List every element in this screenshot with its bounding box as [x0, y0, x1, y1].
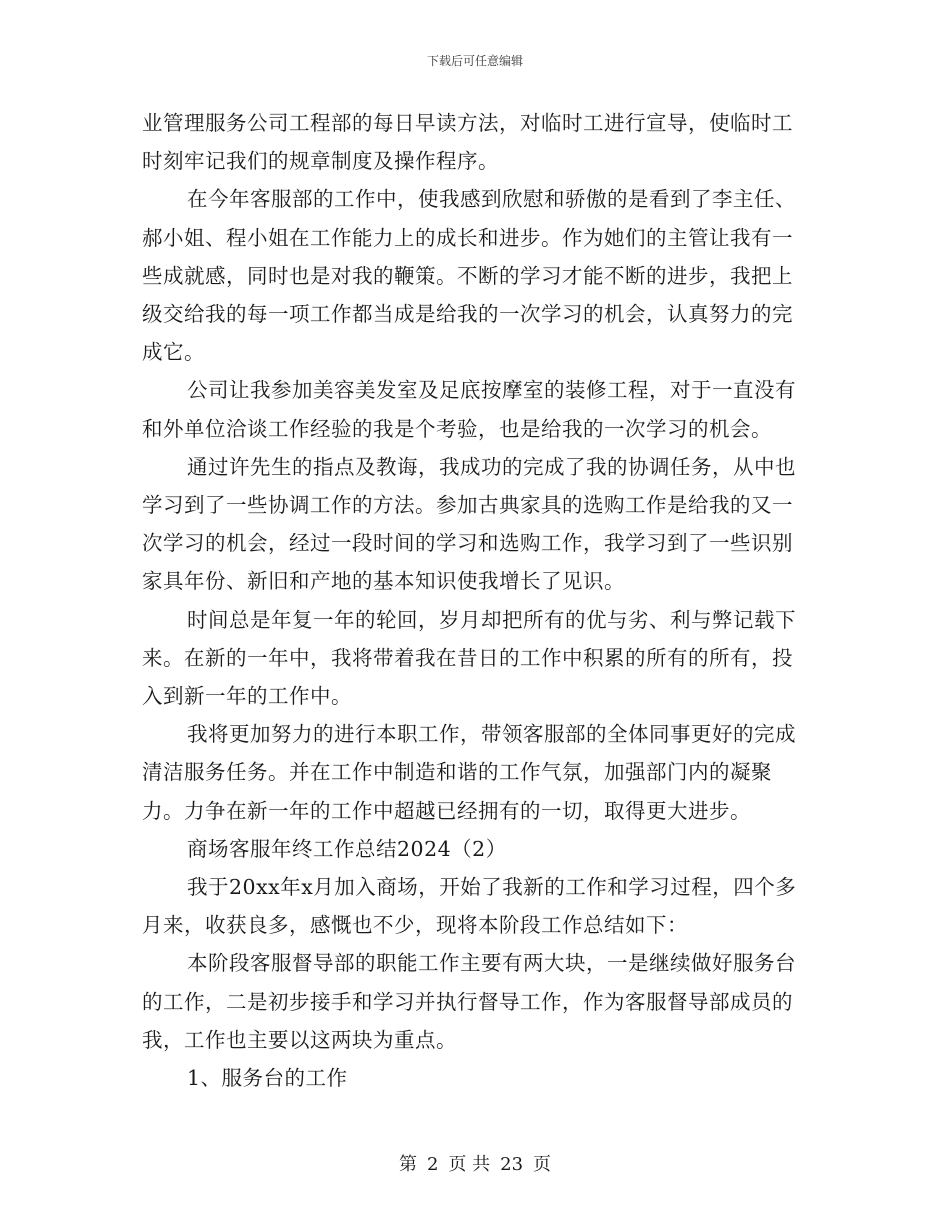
- paragraph: 我于20xx年x月加入商场，开始了我新的工作和学习过程，四个多月来，收获良多，感慨也不少，现将本阶段工作总结如下：: [142, 875, 797, 938]
- paragraph: 通过许先生的指点及教诲，我成功的完成了我的协调任务，从中也学习到了一些协调工作的方法。参加古典家具的选购工作是给我的又一次学习的机会，经过一段时间的学习和选购工作，我学习到了一些识别家具年份、新旧和产地的基本知识使我增长了见识。: [142, 454, 796, 594]
- paragraph: 时间总是年复一年的轮回，岁月却把所有的优与劣、利与弊记载下来。在新的一年中，我将带着我在昔日的工作中积累的所有的所有，投入到新一年的工作中。: [142, 607, 796, 709]
- section-heading: 商场客服年终工作总结2024（2）: [187, 836, 507, 861]
- current-page-number: 2: [426, 1154, 439, 1175]
- paragraph: 我将更加努力的进行本职工作，带领客服部的全体同事更好的完成清洁服务任务。并在工作中制造和谐的工作气氛，加强部门内的凝聚力。力争在新一年的工作中超越已经拥有的一切，取得更大进步。: [142, 722, 796, 823]
- document-body: [142, 104, 810, 1097]
- footer-prefix: 第: [398, 1154, 417, 1175]
- footer-suffix: 页: [533, 1154, 552, 1175]
- paragraph: 业管理服务公司工程部的每日早读方法，对临时工进行宣导，使临时工时刻牢记我们的规章制度及操作程序。: [142, 111, 793, 174]
- paragraph: 本阶段客服督导部的职能工作主要有两大块，一是继续做好服务台的工作，二是初步接手和学习并执行督导工作，作为客服督导部成员的我，工作也主要以这两块为重点。: [142, 951, 796, 1052]
- footer-middle: 页 共: [448, 1154, 491, 1175]
- subsection-heading: 1、服务台的工作: [187, 1066, 348, 1091]
- header-note: 下载后可任意编辑: [426, 54, 523, 68]
- total-pages-number: 23: [500, 1154, 524, 1175]
- paragraph: 在今年客服部的工作中，使我感到欣慰和骄傲的是看到了李主任、郝小姐、程小姐在工作能力上的成长和进步。作为她们的主管让我有一些成就感，同时也是对我的鞭策。不断的学习才能不断的进步，我把上级交给我的每一项工作都当成是给我的一次学习的机会，认真努力的完成它。: [142, 187, 796, 365]
- page-footer: [0, 1153, 950, 1177]
- paragraph: 公司让我参加美容美发室及足底按摩室的装修工程，对于一直没有和外单位洽谈工作经验的我是个考验，也是给我的一次学习的机会。: [142, 378, 796, 441]
